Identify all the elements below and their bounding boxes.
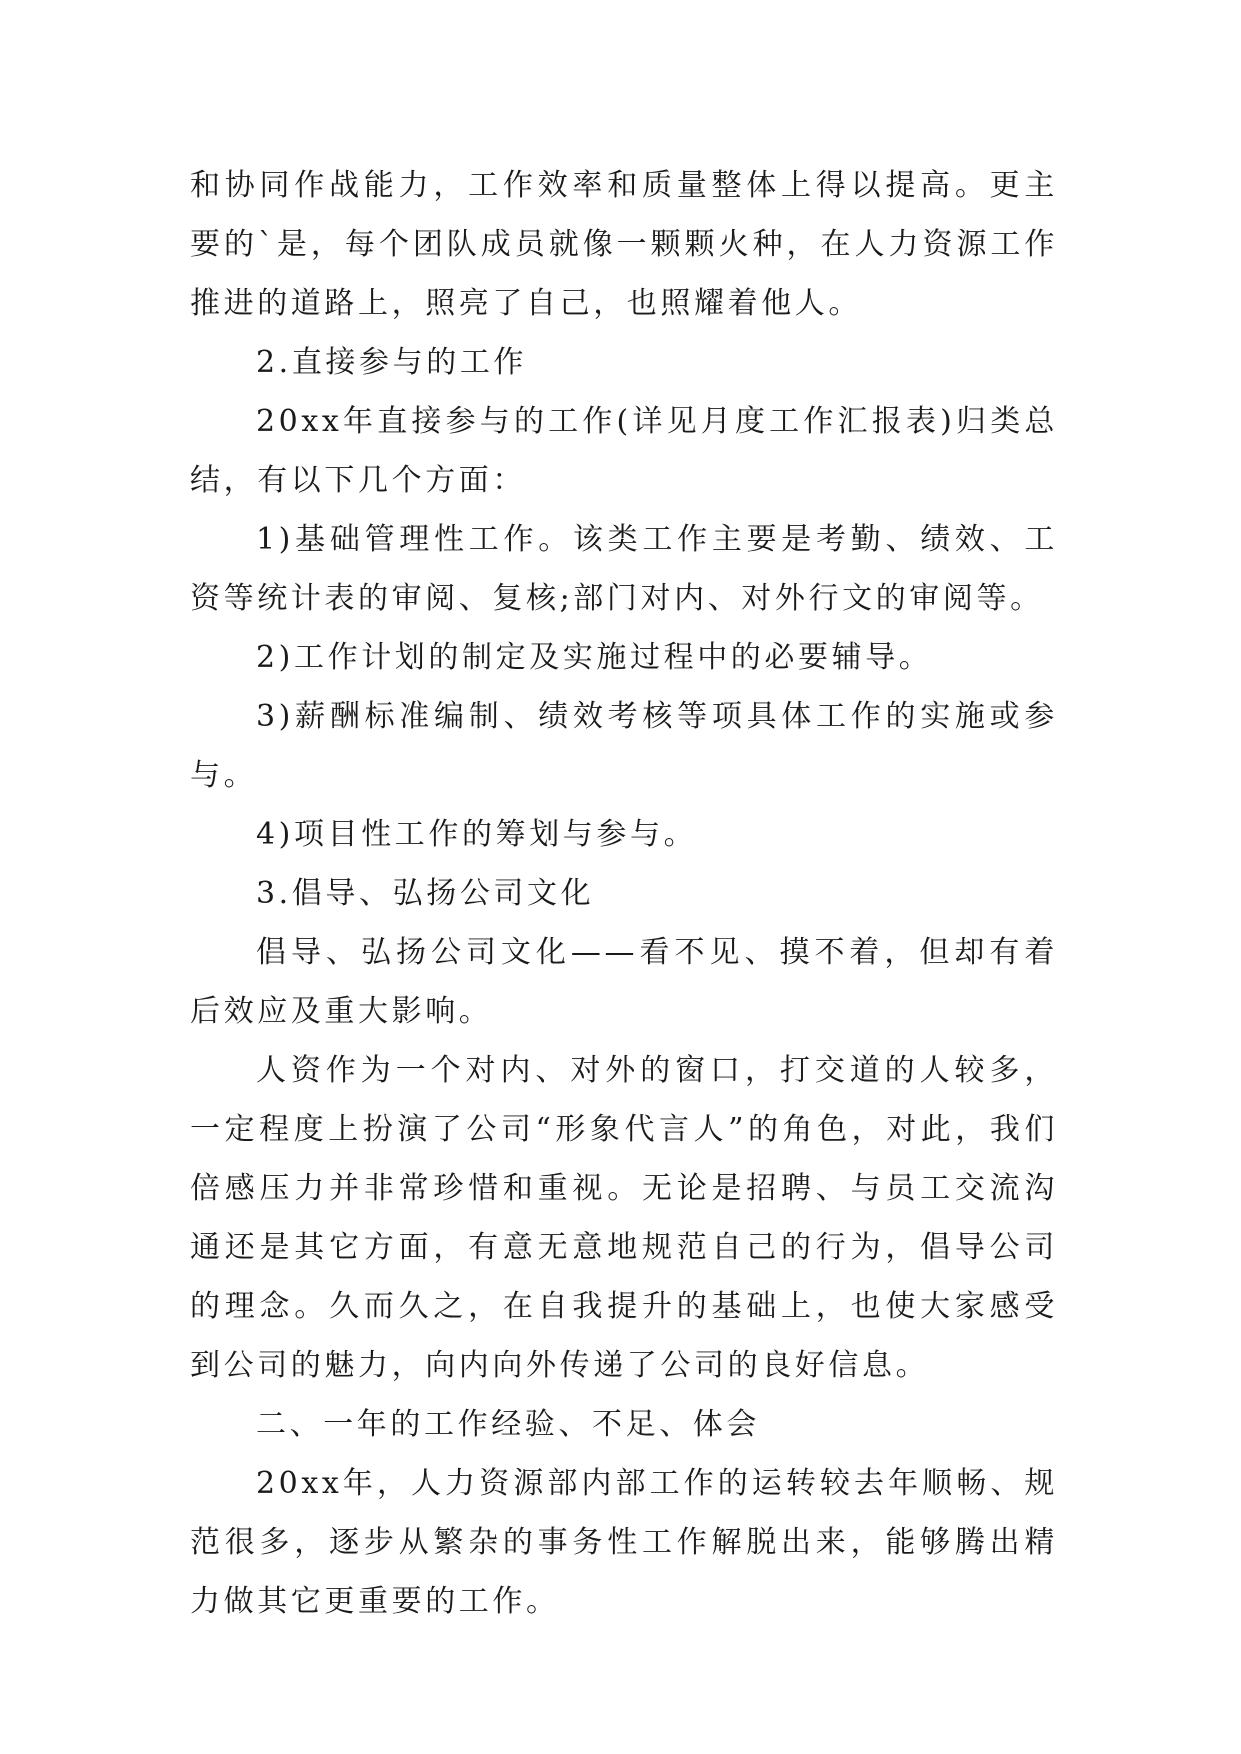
- paragraph-direct-work-intro: 20xx年直接参与的工作(详见月度工作汇报表)归类总结，有以下几个方面：: [190, 404, 1058, 498]
- heading-direct-work: 2.直接参与的工作: [256, 345, 528, 380]
- list-item-work-plan: 2)工作计划的制定及实施过程中的必要辅导。: [256, 640, 933, 675]
- heading-company-culture: 3.倡导、弘扬公司文化: [256, 876, 595, 911]
- paragraph-experience: 20xx年，人力资源部内部工作的运转较去年顺畅、规范很多，逐步从繁杂的事务性工作解脱出来，能够腾出精力做其它更重要的工作。: [190, 1466, 1058, 1619]
- list-item-project-work: 4)项目性工作的筹划与参与。: [256, 817, 698, 852]
- paragraph-culture-effect: 倡导、弘扬公司文化——看不见、摸不着，但却有着后效应及重大影响。: [190, 935, 1058, 1029]
- heading-experience: 二、一年的工作经验、不足、体会: [256, 1407, 760, 1442]
- list-item-compensation: 3)薪酬标准编制、绩效考核等项具体工作的实施或参与。: [190, 699, 1058, 793]
- list-item-basic-management: 1)基础管理性工作。该类工作主要是考勤、绩效、工资等统计表的审阅、复核;部门对内、对外行文的审阅等。: [190, 522, 1058, 616]
- document-page: [190, 156, 1058, 1631]
- paragraph-team-summary: 和协同作战能力，工作效率和质量整体上得以提高。更主要的`是，每个团队成员就像一颗颗火种，在人力资源工作推进的道路上，照亮了自己，也照耀着他人。: [190, 168, 1058, 321]
- paragraph-hr-window: 人资作为一个对内、对外的窗口，打交道的人较多，一定程度上扮演了公司“形象代言人”的角色，对此，我们倍感压力并非常珍惜和重视。无论是招聘、与员工交流沟通还是其它方面，有意无意地规范自己的行为，倡导公司的理念。久而久之，在自我提升的基础上，也使大家感受到公司的魅力，向内向外传递了公司的良好信息。: [190, 1053, 1058, 1383]
